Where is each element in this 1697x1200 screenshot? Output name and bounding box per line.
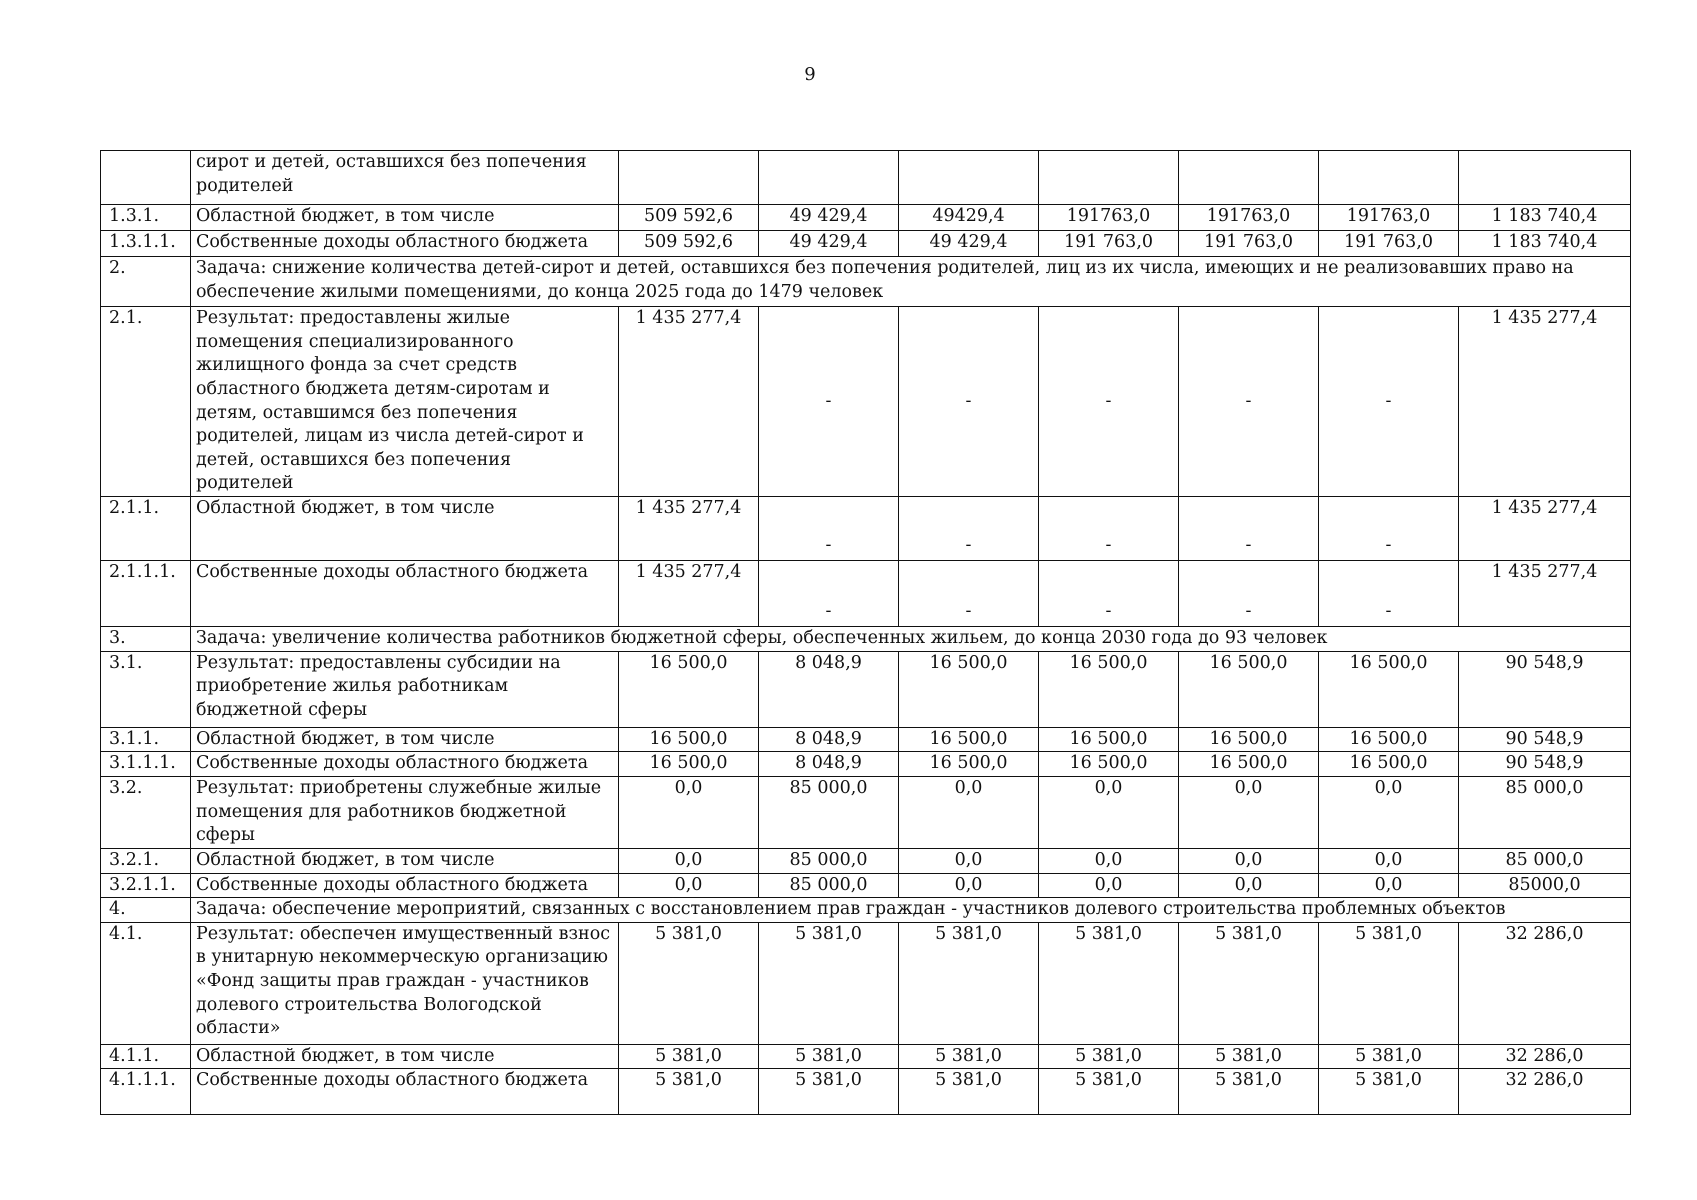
value-2029: 16 500,0 bbox=[1319, 752, 1459, 777]
task-row bbox=[101, 627, 1631, 652]
value-2027: - bbox=[1039, 497, 1179, 561]
value-2027: 16 500,0 bbox=[1039, 727, 1179, 752]
row-name: Областной бюджет, в том числе bbox=[191, 205, 619, 231]
value-total: 32 286,0 bbox=[1459, 1069, 1631, 1115]
value-2025: - bbox=[759, 561, 899, 627]
row-name: Результат: предоставлены субсидии на приобретение жилья работникам бюджетной сферы bbox=[191, 651, 619, 727]
value-total: 85 000,0 bbox=[1459, 776, 1631, 848]
task-row bbox=[101, 257, 1631, 307]
value-2027: 0,0 bbox=[1039, 848, 1179, 873]
value-2025: 49 429,4 bbox=[759, 231, 899, 257]
value-2027: 5 381,0 bbox=[1039, 922, 1179, 1044]
value-2028: 5 381,0 bbox=[1179, 922, 1319, 1044]
value-total: 90 548,9 bbox=[1459, 651, 1631, 727]
value-2028: 5 381,0 bbox=[1179, 1044, 1319, 1069]
table-row bbox=[101, 922, 1631, 1044]
row-name: Результат: приобретены служебные жилые помещения для работников бюджетной сферы bbox=[191, 776, 619, 848]
value-2024: 509 592,6 bbox=[619, 205, 759, 231]
value-2025: 5 381,0 bbox=[759, 922, 899, 1044]
value-2024: 1 435 277,4 bbox=[619, 307, 759, 497]
table-row bbox=[101, 651, 1631, 727]
row-code: 2. bbox=[101, 257, 191, 307]
row-name: Областной бюджет, в том числе bbox=[191, 848, 619, 873]
value-2026: 0,0 bbox=[899, 873, 1039, 898]
value-2025: 85 000,0 bbox=[759, 873, 899, 898]
table-row bbox=[101, 873, 1631, 898]
row-name: сирот и детей, оставшихся без попечения родителей bbox=[191, 151, 619, 205]
value-2024: 1 435 277,4 bbox=[619, 561, 759, 627]
row-code: 3.2.1. bbox=[101, 848, 191, 873]
value-2026: 0,0 bbox=[899, 776, 1039, 848]
value-2024: 16 500,0 bbox=[619, 752, 759, 777]
row-code: 3.2.1.1. bbox=[101, 873, 191, 898]
value-2028: 191763,0 bbox=[1179, 205, 1319, 231]
row-code bbox=[101, 151, 191, 205]
value-2025: - bbox=[759, 497, 899, 561]
table-row bbox=[101, 752, 1631, 777]
table-row bbox=[101, 151, 1631, 205]
value-2026: 16 500,0 bbox=[899, 752, 1039, 777]
value-total: 1 435 277,4 bbox=[1459, 497, 1631, 561]
row-code: 2.1.1.1. bbox=[101, 561, 191, 627]
value-2028: 16 500,0 bbox=[1179, 651, 1319, 727]
row-name: Собственные доходы областного бюджета bbox=[191, 752, 619, 777]
task-description: Задача: снижение количества детей-сирот и детей, оставшихся без попечения родителей, лиц из их числа, имеющих и не реализовавших право на обеспечение жилыми помещениями, до конца 2025 года до 1479 человек bbox=[191, 257, 1631, 307]
value-2026: - bbox=[899, 561, 1039, 627]
value-2029: 191763,0 bbox=[1319, 205, 1459, 231]
value-2028: 191 763,0 bbox=[1179, 231, 1319, 257]
table-row bbox=[101, 776, 1631, 848]
row-name: Собственные доходы областного бюджета bbox=[191, 561, 619, 627]
value-2024: 0,0 bbox=[619, 848, 759, 873]
table-row bbox=[101, 848, 1631, 873]
value-total: 90 548,9 bbox=[1459, 752, 1631, 777]
value-2026: 49429,4 bbox=[899, 205, 1039, 231]
row-name: Областной бюджет, в том числе bbox=[191, 727, 619, 752]
value-total: 32 286,0 bbox=[1459, 922, 1631, 1044]
table-row bbox=[101, 727, 1631, 752]
value-2029: 191 763,0 bbox=[1319, 231, 1459, 257]
value-2025: 5 381,0 bbox=[759, 1044, 899, 1069]
value-2028: - bbox=[1179, 497, 1319, 561]
value-2025: 85 000,0 bbox=[759, 848, 899, 873]
value-2027: 0,0 bbox=[1039, 776, 1179, 848]
value-2025: 8 048,9 bbox=[759, 752, 899, 777]
value-2025: 5 381,0 bbox=[759, 1069, 899, 1115]
value-2029: 16 500,0 bbox=[1319, 651, 1459, 727]
value-2028: - bbox=[1179, 307, 1319, 497]
task-row bbox=[101, 898, 1631, 923]
row-code: 4.1. bbox=[101, 922, 191, 1044]
table-row bbox=[101, 1044, 1631, 1069]
row-code: 3.2. bbox=[101, 776, 191, 848]
task-description: Задача: увеличение количества работников бюджетной сферы, обеспеченных жильем, до конца 2030 года до 93 человек bbox=[191, 627, 1631, 652]
value-2024: 509 592,6 bbox=[619, 231, 759, 257]
value-2029: 0,0 bbox=[1319, 848, 1459, 873]
value-2029: 5 381,0 bbox=[1319, 1069, 1459, 1115]
row-code: 1.3.1.1. bbox=[101, 231, 191, 257]
value-2029: 5 381,0 bbox=[1319, 922, 1459, 1044]
value-total: 1 183 740,4 bbox=[1459, 231, 1631, 257]
value-2029 bbox=[1319, 151, 1459, 205]
value-2026 bbox=[899, 151, 1039, 205]
value-2027: 16 500,0 bbox=[1039, 651, 1179, 727]
row-name: Результат: предоставлены жилые помещения специализированного жилищного фонда за счет средств областного бюджета детям-сиротам и детям, оставшимся без попечения родителей, лицам из числа детей-сирот и детей, оставшихся без попечения родителей bbox=[191, 307, 619, 497]
row-code: 3. bbox=[101, 627, 191, 652]
value-2024: 16 500,0 bbox=[619, 727, 759, 752]
row-code: 4.1.1. bbox=[101, 1044, 191, 1069]
value-2026: - bbox=[899, 497, 1039, 561]
value-total: 90 548,9 bbox=[1459, 727, 1631, 752]
value-2028: 5 381,0 bbox=[1179, 1069, 1319, 1115]
value-2028 bbox=[1179, 151, 1319, 205]
row-name: Собственные доходы областного бюджета bbox=[191, 873, 619, 898]
value-2028: 0,0 bbox=[1179, 776, 1319, 848]
value-2025: 85 000,0 bbox=[759, 776, 899, 848]
value-2026: 5 381,0 bbox=[899, 1069, 1039, 1115]
value-2026: 5 381,0 bbox=[899, 922, 1039, 1044]
row-code: 3.1. bbox=[101, 651, 191, 727]
table-body bbox=[101, 151, 1631, 1115]
value-2028: 16 500,0 bbox=[1179, 752, 1319, 777]
row-code: 3.1.1. bbox=[101, 727, 191, 752]
value-2026: 49 429,4 bbox=[899, 231, 1039, 257]
value-2026: - bbox=[899, 307, 1039, 497]
value-2024: 5 381,0 bbox=[619, 1044, 759, 1069]
row-code: 3.1.1.1. bbox=[101, 752, 191, 777]
value-2024: 16 500,0 bbox=[619, 651, 759, 727]
row-name: Областной бюджет, в том числе bbox=[191, 497, 619, 561]
value-total: 1 435 277,4 bbox=[1459, 307, 1631, 497]
value-2025: - bbox=[759, 307, 899, 497]
value-total: 32 286,0 bbox=[1459, 1044, 1631, 1069]
value-total: 85 000,0 bbox=[1459, 848, 1631, 873]
value-2025: 8 048,9 bbox=[759, 651, 899, 727]
row-code: 2.1.1. bbox=[101, 497, 191, 561]
value-2027: 5 381,0 bbox=[1039, 1044, 1179, 1069]
value-2025 bbox=[759, 151, 899, 205]
value-2027 bbox=[1039, 151, 1179, 205]
value-2029: 0,0 bbox=[1319, 873, 1459, 898]
row-name: Результат: обеспечен имущественный взнос в унитарную некоммерческую организацию «Фонд защиты прав граждан - участников долевого строительства Вологодской области» bbox=[191, 922, 619, 1044]
table-row bbox=[101, 205, 1631, 231]
value-2027: 191763,0 bbox=[1039, 205, 1179, 231]
value-2028: 0,0 bbox=[1179, 848, 1319, 873]
table-row bbox=[101, 497, 1631, 561]
value-2027: - bbox=[1039, 561, 1179, 627]
value-2024 bbox=[619, 151, 759, 205]
value-2027: 16 500,0 bbox=[1039, 752, 1179, 777]
value-2029: - bbox=[1319, 497, 1459, 561]
row-name: Собственные доходы областного бюджета bbox=[191, 1069, 619, 1115]
value-2027: - bbox=[1039, 307, 1179, 497]
row-code: 4. bbox=[101, 898, 191, 923]
row-code: 2.1. bbox=[101, 307, 191, 497]
value-2028: 16 500,0 bbox=[1179, 727, 1319, 752]
row-code: 4.1.1.1. bbox=[101, 1069, 191, 1115]
value-2027: 191 763,0 bbox=[1039, 231, 1179, 257]
value-total: 85000,0 bbox=[1459, 873, 1631, 898]
page-number: 9 bbox=[804, 64, 816, 85]
value-total: 1 183 740,4 bbox=[1459, 205, 1631, 231]
table-row bbox=[101, 307, 1631, 497]
row-name: Собственные доходы областного бюджета bbox=[191, 231, 619, 257]
value-2027: 0,0 bbox=[1039, 873, 1179, 898]
value-2029: 16 500,0 bbox=[1319, 727, 1459, 752]
table-row bbox=[101, 1069, 1631, 1115]
value-2029: - bbox=[1319, 561, 1459, 627]
value-2029: 0,0 bbox=[1319, 776, 1459, 848]
row-name: Областной бюджет, в том числе bbox=[191, 1044, 619, 1069]
value-2025: 8 048,9 bbox=[759, 727, 899, 752]
value-2024: 5 381,0 bbox=[619, 922, 759, 1044]
value-total: 1 435 277,4 bbox=[1459, 561, 1631, 627]
task-description: Задача: обеспечение мероприятий, связанных с восстановлением прав граждан - участников долевого строительства проблемных объектов bbox=[191, 898, 1631, 923]
value-2029: 5 381,0 bbox=[1319, 1044, 1459, 1069]
budget-table bbox=[100, 150, 1631, 1115]
value-2026: 0,0 bbox=[899, 848, 1039, 873]
value-2026: 16 500,0 bbox=[899, 727, 1039, 752]
table-row bbox=[101, 561, 1631, 627]
value-2024: 0,0 bbox=[619, 873, 759, 898]
value-2029: - bbox=[1319, 307, 1459, 497]
value-2024: 0,0 bbox=[619, 776, 759, 848]
value-2024: 5 381,0 bbox=[619, 1069, 759, 1115]
value-2026: 16 500,0 bbox=[899, 651, 1039, 727]
table-row bbox=[101, 231, 1631, 257]
value-total bbox=[1459, 151, 1631, 205]
value-2028: - bbox=[1179, 561, 1319, 627]
row-code: 1.3.1. bbox=[101, 205, 191, 231]
value-2028: 0,0 bbox=[1179, 873, 1319, 898]
value-2025: 49 429,4 bbox=[759, 205, 899, 231]
value-2027: 5 381,0 bbox=[1039, 1069, 1179, 1115]
value-2026: 5 381,0 bbox=[899, 1044, 1039, 1069]
value-2024: 1 435 277,4 bbox=[619, 497, 759, 561]
